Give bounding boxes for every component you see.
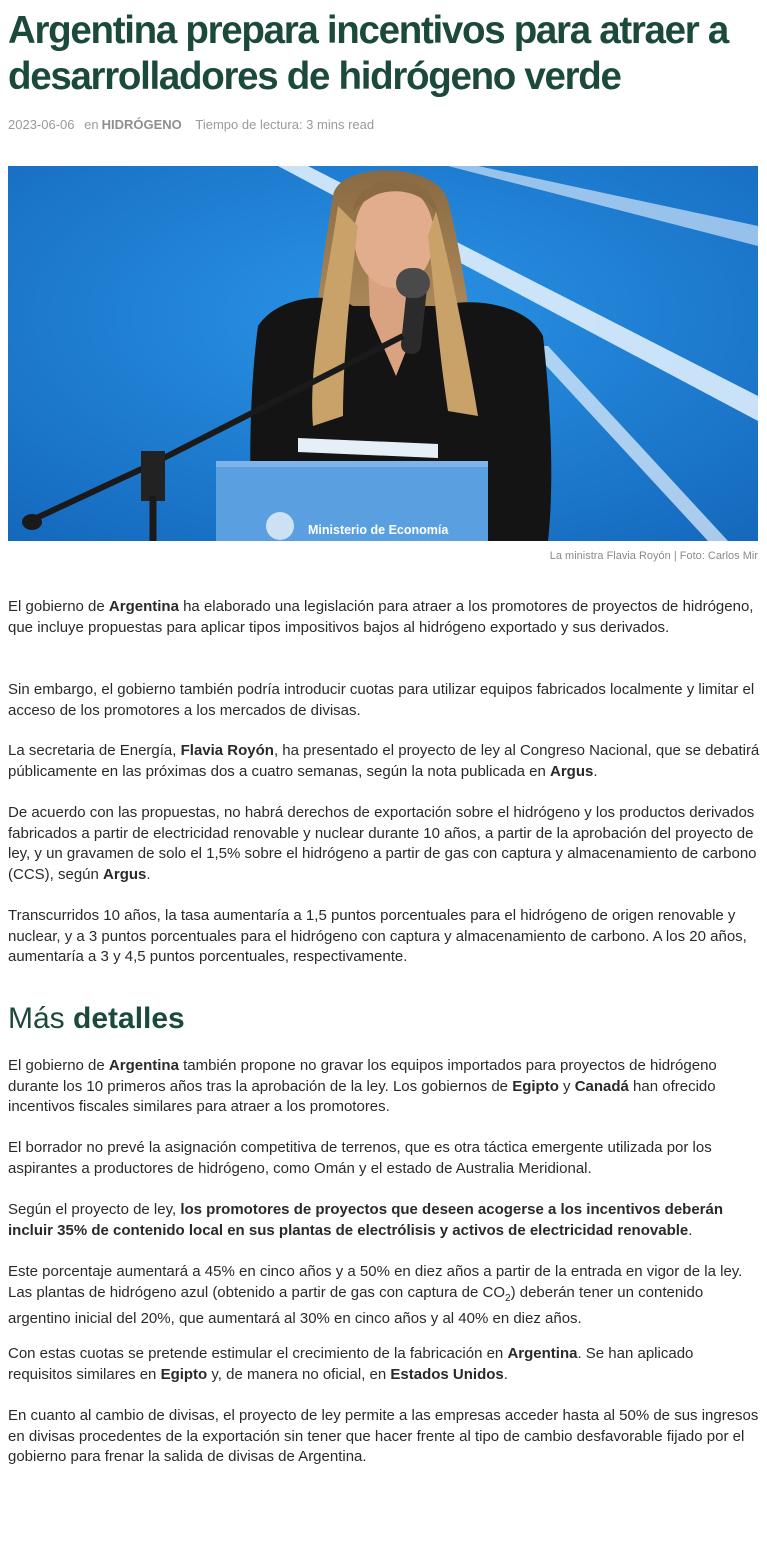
hero-image bbox=[8, 166, 758, 541]
article-title: Argentina prepara incentivos para atraer a desarrolladores de hidrógeno verde bbox=[8, 9, 728, 98]
reading-time: Tiempo de lectura: 3 mins read bbox=[195, 117, 375, 132]
podium-label: Ministerio de Economía bbox=[308, 523, 449, 537]
paragraph-7: El borrador no prevé la asignación competitiva de terrenos, que es otra táctica emergente utilizada por los aspirantes a productores de hidrógeno, como Omán y el estado de Australia Meridional. bbox=[8, 1139, 712, 1177]
paragraph-6: El gobierno de Argentina también propone no gravar los equipos importados para proyectos de hidrógeno durante los 10 primeros años tras la aprobación de la ley. Los gobiernos de Egipto y Canadá han ofrecido incentivos fiscales similares para atraer a los promotores. bbox=[8, 1057, 717, 1116]
article-meta bbox=[8, 117, 380, 132]
paragraph-4: De acuerdo con las propuestas, no habrá derechos de exportación sobre el hidrógeno y los productos derivados fabricados a partir de electricidad renovable y nuclear durante 10 años, a partir de la aprobación del proyecto de ley, y un gravamen de solo el 1,5% sobre el hidrógeno a partir de gas con captura y almacenamiento de carbono (CCS), según Argus. bbox=[8, 804, 757, 883]
paragraph-11: En cuanto al cambio de divisas, el proyecto de ley permite a las empresas acceder hasta al 50% de sus ingresos en divisas procedentes de la exportación sin tener que hacer frente al tipo de cambio desfavorable fijado por el gobierno para frenar la salida de divisas de Argentina. bbox=[8, 1407, 759, 1466]
article-date: 2023-06-06 bbox=[8, 117, 75, 132]
hero-photo-illustration bbox=[8, 166, 758, 541]
section-heading: Más detalles bbox=[8, 1002, 185, 1035]
paragraph-5: Transcurridos 10 años, la tasa aumentaría a 1,5 puntos porcentuales para el hidrógeno de origen renovable y nuclear, y a 3 puntos porcentuales para el hidrógeno con captura y almacenamiento de carbono. A los 20 años, aumentaría a 3 y 4,5 puntos porcentuales, respectivamente. bbox=[8, 907, 747, 966]
image-caption: La ministra Flavia Royón | Foto: Carlos Mir bbox=[549, 550, 758, 562]
paragraph-10: Con estas cuotas se pretende estimular el crecimiento de la fabricación en Argentina. Se han aplicado requisitos similares en Egipto y, de manera no oficial, en Estados Unidos. bbox=[8, 1345, 694, 1383]
category-link[interactable]: HIDRÓGENO bbox=[101, 117, 182, 132]
paragraph-9: Este porcentaje aumentará a 45% en cinco años y a 50% en diez años a partir de la entrada en vigor de la ley. Las plantas de hidrógeno azul (obtenido a partir de gas con captura de $CO_2$) deberán tener un contenido argentino inicial del 20%, que aumentará al 30% en cinco años y al 40% en diez años. bbox=[8, 1263, 743, 1328]
paragraph-8: Según el proyecto de ley, los promotores de proyectos que deseen acogerse a los incentivos deberán incluir 35% de contenido local en sus plantas de electrólisis y activos de electricidad renovable. bbox=[8, 1201, 724, 1239]
category-prefix: en bbox=[84, 117, 99, 132]
paragraph-3: La secretaria de Energía, Flavia Royón, ha presentado el proyecto de ley al Congreso Nacional, que se debatirá públicamente en las próximas dos a cuatro semanas, según la nota publicada en Argus. bbox=[8, 742, 760, 780]
paragraph-2: Sin embargo, el gobierno también podría introducir cuotas para utilizar equipos fabricados localmente y limitar el acceso de los promotores a los mercados de divisas. bbox=[8, 681, 755, 719]
paragraph-1: El gobierno de Argentina ha elaborado una legislación para atraer a los promotores de proyectos de hidrógeno, que incluye propuestas para aplicar tipos impositivos bajos al hidrógeno exportado y sus derivados. bbox=[8, 598, 754, 636]
